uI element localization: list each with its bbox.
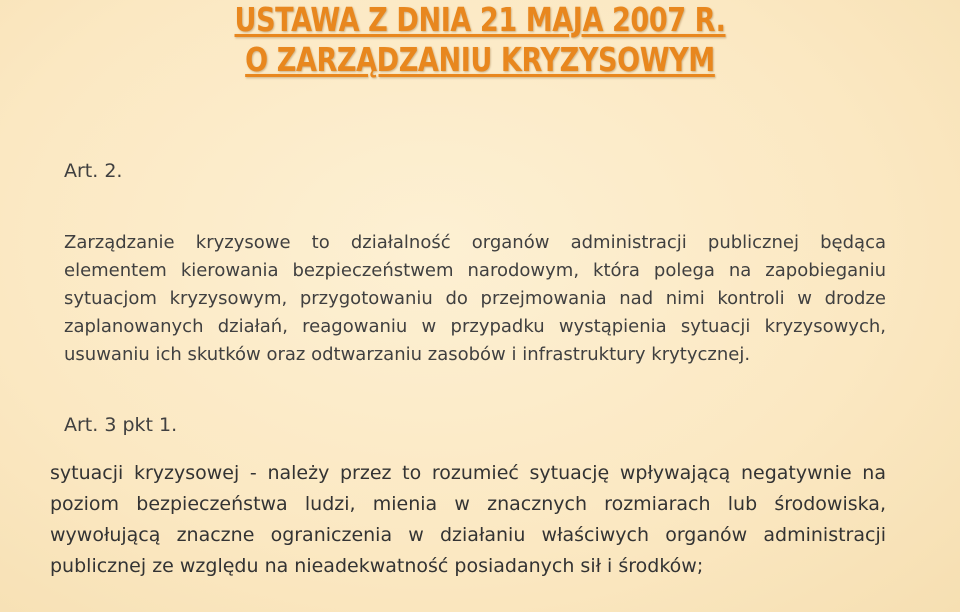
article-2-heading: Art. 2. <box>64 160 123 182</box>
article-2-text: Zarządzanie kryzysowe to działalność organów administracji publicznej będąca elementem kierowania bezpieczeństwem narodowym, która polega na zapobieganiu sytuacjom kryzysowym, przygotowaniu do przejmowania nad nimi kontroli w drodze zaplanowanych działań, reagowaniu w przypadku wystąpienia sytuacji kryzysowych, usuwaniu ich skutków oraz odtwarzaniu zasobów i infrastruktury krytycznej. <box>64 232 886 365</box>
article-3-heading: Art. 3 pkt 1. <box>64 414 178 436</box>
slide-title-line-2: O ZARZĄDZANIU KRYZYSOWYM <box>245 40 715 79</box>
slide-title-line-1: USTAWA Z DNIA 21 MAJA 2007 R. <box>234 0 726 39</box>
article-3-text: sytuacji kryzysowej - należy przez to rozumieć sytuację wpływającą negatywnie na poziom bezpieczeństwa ludzi, mienia w znacznych rozmiarach lub środowiska, wywołującą znaczne ograniczenia w działaniu właściwych organów administracji publicznej ze względu na nieadekwatność posiadanych sił i środków; <box>50 462 886 577</box>
